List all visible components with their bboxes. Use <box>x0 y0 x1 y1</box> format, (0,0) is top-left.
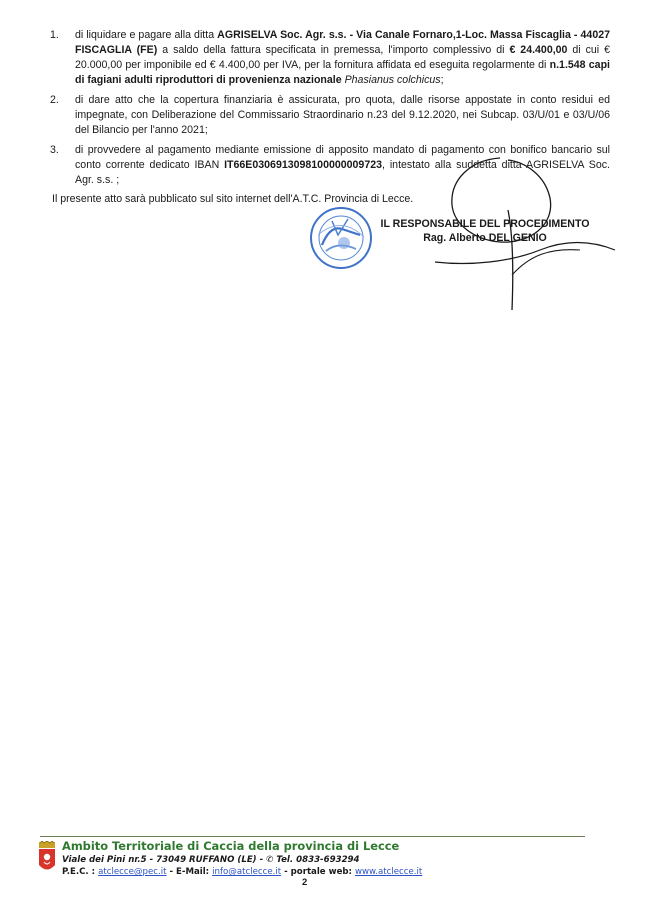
org-address: Viale dei Pini nr.5 - 73049 RUFFANO (LE) - ✆ Tel. 0833-693294 <box>62 855 360 865</box>
contact-line <box>62 866 532 878</box>
signatory-name: Rag. Alberto DEL GENIO <box>423 232 547 244</box>
resolution-item-2 <box>50 93 610 138</box>
web-label: - portale web: <box>281 867 355 877</box>
email-label: - E-Mail: <box>166 867 213 877</box>
text-run: ; <box>440 74 444 86</box>
signatory-role: IL RESPONSABILE DEL PROCEDIMENTO <box>380 218 590 230</box>
letterhead-footer <box>62 839 532 878</box>
item-number: 1. <box>50 29 59 41</box>
text-run: di liquidare e pagare alla ditta <box>75 29 218 41</box>
italic-text: Phasianus colchicus <box>344 74 441 86</box>
pec-label: P.E.C. : <box>62 867 99 877</box>
handwritten-signature <box>430 150 620 315</box>
official-stamp-image <box>308 205 374 271</box>
atc-coat-of-arms-icon <box>38 841 56 875</box>
text-run: di provvedere al pagamento mediante emissione di apposito mandato di pagamento con bonifico bancario sul conto corrente dedicato IBAN <box>75 144 610 171</box>
bold-text: AGRISELVA Soc. Agr. s.s. - Via Canale Fornaro,1-Loc. Massa Fiscaglia - 44027 FISCAGLIA (FE) <box>75 29 610 56</box>
item-text <box>75 28 610 88</box>
text-run: , intestato alla suddetta ditta AGRISELVA Soc. Agr. s.s. ; <box>75 159 610 186</box>
page-number: 2 <box>302 877 308 888</box>
text-run: di cui € 20.000,00 per imponibile ed € 4.400,00 per IVA, per la fornitura affidata ed eseguita regolarmente di <box>75 44 610 71</box>
text-run: a saldo della fattura specificata in premessa, l'importo complessivo di <box>157 44 510 56</box>
email-link[interactable]: info@atclecce.it <box>212 867 282 877</box>
resolution-item-1 <box>50 28 610 88</box>
org-name: Ambito Territoriale di Caccia della provincia di Lecce <box>62 839 400 853</box>
footer-divider <box>40 836 585 837</box>
text-run: di dare atto che la copertura finanziaria è assicurata, pro quota, dalle risorse appostate in conto residui ed impegnate, con Deliberazione del Commissario Straordinario n.23 del 9.12.2020, nei Subcap. 03/U/01 e 03/U/06 del Bilancio per l'anno 2021; <box>75 94 610 136</box>
bold-text: n.1.548 capi di fagiani adulti riproduttori di provenienza nazionale <box>75 59 610 86</box>
publication-note: Il presente atto sarà pubblicato sul sito internet dell'A.T.C. Provincia di Lecce. <box>52 193 414 205</box>
pec-link[interactable]: atclecce@pec.it <box>98 867 167 877</box>
bold-text: IT66E0306913098100000009723 <box>224 159 382 171</box>
bold-text: € 24.400,00 <box>509 44 568 56</box>
item-text <box>75 93 610 138</box>
website-link[interactable]: www.atclecce.it <box>354 867 423 877</box>
item-number: 2. <box>50 94 59 106</box>
item-number: 3. <box>50 144 59 156</box>
